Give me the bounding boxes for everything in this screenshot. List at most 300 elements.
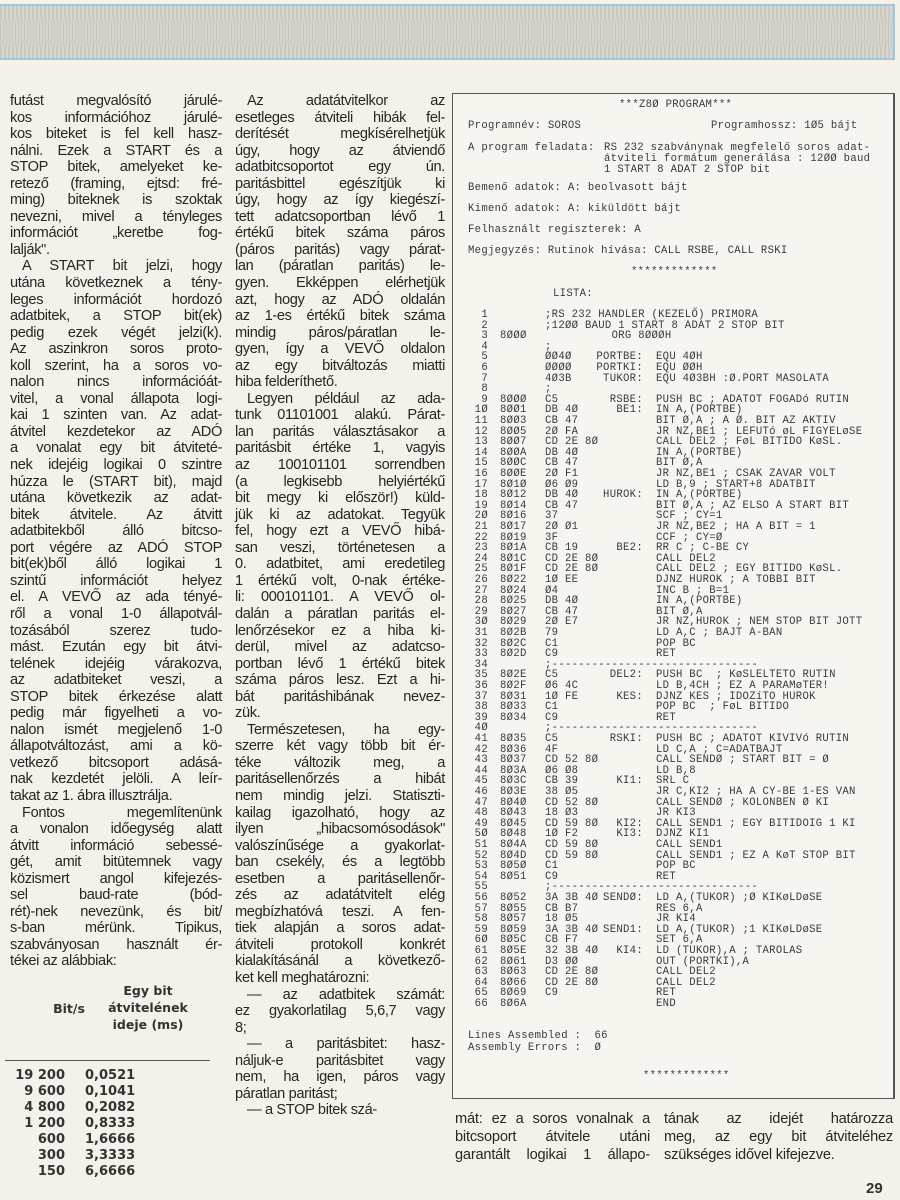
line-number: 7 [481, 372, 488, 385]
line-number: 21 [474, 521, 488, 533]
instruction: EQU 4ØH [656, 351, 703, 364]
text-line: adatbitcsoportot egy ún. [235, 159, 445, 176]
text-line: tának az idejét határozza [664, 1111, 893, 1127]
lista-label: LISTA: [553, 288, 593, 300]
line-number: 44 [474, 764, 488, 777]
listing-row [453, 522, 893, 533]
instruction: END [656, 998, 676, 1010]
text-line: úgy, hogy az átviendő [235, 142, 445, 159]
instruction: EQU 4Ø3BH :Ø.PORT MASOLATA [656, 372, 830, 385]
address: 8Ø52 [500, 892, 527, 904]
text-column-left [10, 93, 222, 970]
hex-code: CD 52 8Ø [545, 754, 599, 767]
instruction: CALL SEND1 ; EGY BITIDOIG 1 KI [656, 817, 856, 830]
text-line: a vonalat egy bit átviteté- [10, 440, 222, 457]
address: 8Ø24 [500, 584, 527, 597]
line-number: 33 [474, 648, 488, 661]
text-line: nalon ismét megjelenő 1-0 [10, 721, 222, 738]
line-number: 26 [474, 574, 488, 586]
line-number: 52 [474, 849, 488, 862]
text-line: derül, mivel az adatcso- [235, 639, 445, 656]
text-line: tozásából szerez tudo- [10, 622, 222, 639]
instruction: CALL DEL2 ; FøL BITIDO KøSL. [656, 436, 843, 449]
text-line: Természetesen, ha egy- [247, 721, 445, 738]
text-line: meg, az egy bit átviteléhez [664, 1129, 893, 1145]
instruction: ORG 8ØØØH [545, 330, 672, 343]
address: 8Ø5E [500, 945, 527, 957]
label: PORTKI: [596, 362, 643, 374]
bits-cell: 1 200 [24, 1116, 65, 1131]
hex-code: CD 2E 8Ø [545, 436, 599, 449]
address: 8ØØC [500, 457, 527, 470]
text-line: zük. [235, 705, 261, 722]
bits-cell: 600 [37, 1132, 65, 1147]
text-line: tékei az alábbiak: [10, 953, 117, 970]
instruction: SRL C [656, 775, 690, 788]
text-line: Fontos megemlítenünk [22, 804, 222, 821]
text-line: szintű információt helyez [10, 572, 222, 589]
line-number: 6Ø [474, 934, 488, 947]
line-number: 18 [474, 489, 488, 502]
hex-code: Ø6 Ø9 [545, 478, 579, 491]
address: 8Ø33 [500, 701, 527, 714]
text-line: azt, hogy az ADÓ oldalán [235, 291, 445, 308]
bits-cell: 19 200 [15, 1068, 65, 1083]
line-number: 31 [474, 627, 488, 639]
text-line: el. A VEVŐ az ada tényé- [10, 589, 222, 606]
hex-code: 2Ø Ø1 [545, 521, 579, 533]
text-line: lalják". [10, 241, 50, 258]
address: 8Ø3E [500, 786, 527, 798]
instruction: BIT Ø,A [656, 457, 703, 470]
text-line: kos biteket is fel kell hasz- [10, 126, 222, 143]
hex-code: CD 59 8Ø [545, 817, 599, 830]
text-line: szerre két vagy több bit ér- [235, 738, 445, 755]
text-line: húzza le (START bit), majd [10, 473, 222, 490]
text-column-bottom-1 [455, 1110, 650, 1164]
label: PORTBE: [596, 351, 643, 364]
address: 8ØØE [500, 468, 527, 480]
instruction: LD B,4CH ; EZ A PARAMøTER! [656, 680, 830, 692]
address: 8Ø2E [500, 669, 527, 682]
hex-code: CD 2E 8Ø [545, 976, 599, 989]
text-line: Az aszinkron soros proto- [10, 341, 222, 358]
instruction: RET [656, 987, 676, 1000]
line-number: 47 [474, 796, 488, 809]
text-line: futást megvalósító járulé- [10, 93, 222, 109]
hex-code: C5 [545, 733, 559, 745]
instruction: ;------------------------------- [545, 658, 759, 671]
hex-code: 3A 3B 4Ø [545, 923, 599, 936]
instruction: JR KI3 [656, 807, 696, 820]
hex-code: 4F [545, 743, 559, 756]
input-data: Bemenő adatok: A: beolvasott bájt [468, 182, 688, 194]
assembly-errors: Assembly Errors : Ø [468, 1042, 602, 1054]
hex-code: CB 39 [545, 775, 579, 788]
instruction: CCF ; CY=Ø [656, 531, 723, 544]
line-number: 38 [474, 701, 488, 714]
text-line: átvitel kezdetekor az ADÓ [10, 423, 222, 440]
hex-code: CB B7 [545, 902, 579, 915]
separator-stars: ************* [631, 266, 718, 278]
instruction: INC B ; B=1 [656, 584, 730, 597]
table-row [0, 1100, 215, 1116]
line-number: 24 [474, 552, 488, 565]
text-line: esetben a paritásellenőr- [235, 870, 445, 887]
line-number: 34 [474, 658, 488, 671]
listing-row [453, 575, 893, 586]
address: 8ØØ5 [500, 425, 527, 438]
listing-row [453, 893, 893, 904]
hex-code: 18 Ø3 [545, 807, 579, 820]
program-length: Programhossz: 1Ø5 bájt [711, 120, 858, 132]
text-line: (a legkisebb helyiértékű [235, 473, 445, 490]
line-number: 45 [474, 775, 488, 788]
lines-assembled: Lines Assembled : 66 [468, 1030, 608, 1042]
address: 8Ø5C [500, 934, 527, 947]
text-line: s-ban mérünk. Tipikus, [10, 920, 222, 937]
address: 8Ø55 [500, 902, 527, 915]
text-line: lan paritás választásakor a [235, 423, 445, 440]
hex-code: 2Ø FA [545, 425, 579, 438]
hex-code: ØØ4Ø [545, 351, 572, 364]
line-number: 64 [474, 976, 488, 989]
address: 8Ø4A [500, 839, 527, 851]
instruction: EQU ØØH [656, 362, 703, 374]
instruction: DJNZ KI1 [656, 828, 710, 841]
instruction: JR NZ,BE1 ; LEFUTó øL FIGYELøSE [656, 425, 863, 438]
text-line: szükséges idővel kifejezve. [664, 1147, 835, 1163]
text-line: az 100101101 sorrendben [235, 457, 445, 474]
address: 8Ø1F [500, 563, 527, 576]
line-number: 3Ø [474, 616, 488, 629]
text-line: nak kezdetét jelöli. A leír- [10, 771, 222, 788]
output-data: Kimenő adatok: A: kiküldött bájt [468, 203, 682, 215]
hex-code: 38 Ø5 [545, 786, 579, 798]
text-line: nalon nincs információát- [10, 374, 222, 391]
text-line: telének idejéig várakozva, [10, 655, 222, 672]
hex-code: CD 2E 8Ø [545, 966, 599, 979]
address: 8Ø1A [500, 542, 527, 555]
hex-code: 32 3B 4Ø [545, 945, 599, 957]
time-cell: 0,8333 [85, 1116, 136, 1131]
text-line: takat az 1. ábra illusztrálja. [10, 787, 173, 804]
hex-code: CB 47 [545, 605, 579, 618]
line-number: 23 [474, 542, 488, 555]
line-number: 12 [474, 425, 488, 438]
instruction: ;12ØØ BAUD 1 START 8 ADAT 2 STOP BIT [545, 319, 785, 332]
instruction: BIT Ø,A ; AZ ELSO A START BIT [656, 499, 850, 512]
instruction: LD A,(TUKOR) ;Ø KIKøLDøSE [656, 892, 823, 904]
listing-row [453, 840, 893, 851]
label: KI2: [616, 817, 643, 830]
address: 8Ø59 [500, 923, 527, 936]
address: 8Ø3C [500, 775, 527, 788]
line-number: 1 [481, 309, 488, 321]
address: 8Ø2D [500, 648, 527, 661]
bits-cell: 300 [37, 1148, 65, 1163]
time-cell: 0,0521 [85, 1068, 136, 1083]
instruction: IN A,(PORTBE) [656, 595, 743, 608]
line-number: 17 [474, 478, 488, 491]
time-cell: 0,1041 [85, 1084, 136, 1099]
task-label: A program feladata: [468, 142, 595, 154]
line-number: 9 [481, 393, 488, 406]
line-number: 8 [481, 383, 488, 396]
text-line: információt „keretbe fog- [10, 225, 222, 242]
header-line: Egy bit [123, 983, 173, 998]
listing-row [453, 787, 893, 798]
line-number: 57 [474, 902, 488, 915]
listing-row [453, 734, 893, 745]
time-cell: 1,6666 [85, 1132, 136, 1147]
address: 8Ø22 [500, 574, 527, 586]
text-line: hiba felderíthető. [235, 374, 338, 391]
task-line: átviteli formátum generálása : 12ØØ baud [604, 153, 871, 165]
text-line: adatbitek, a STOP bit(ek) [10, 308, 222, 325]
hex-code: 2Ø E7 [545, 616, 579, 629]
label: SEND1: [603, 923, 643, 936]
text-line: adatbitekből álló bitcso- [10, 523, 222, 540]
hex-code: 37 [545, 510, 559, 523]
text-line: nem, ha igen, páros vagy [235, 1069, 445, 1086]
text-line: tunk 01101001 alakú. Párat- [235, 407, 445, 424]
instruction: OUT (PORTKI),A [656, 955, 750, 968]
line-number: 35 [474, 669, 488, 682]
listing-row [453, 416, 893, 427]
header-line: ideje (ms) [112, 1017, 184, 1032]
hex-code: C9 [545, 870, 559, 883]
hex-code: C9 [545, 648, 559, 661]
address: 8Ø25 [500, 595, 527, 608]
listing-row [453, 946, 893, 957]
line-number: 2Ø [474, 510, 488, 523]
line-number: 5 [481, 351, 488, 364]
line-number: 63 [474, 966, 488, 979]
text-line: mindig páros/páratlan le- [235, 324, 445, 341]
address: 8Ø36 [500, 743, 527, 756]
instruction: RET [656, 711, 676, 724]
task-line: RS 232 szabványnak megfelelő soros adat- [604, 142, 871, 154]
hex-code: 1Ø F2 [545, 828, 579, 841]
hex-code: CB 47 [545, 415, 579, 427]
line-number: 55 [474, 881, 488, 894]
label: DEL2: [609, 669, 643, 682]
address: 8Ø2F [500, 680, 527, 692]
line-number: 14 [474, 446, 488, 459]
hex-code: Ø6 4C [545, 680, 579, 692]
instruction: BIT Ø,A ; A Ø. BIT AZ AKTIV [656, 415, 836, 427]
text-line: értékű bitek száma páros [235, 225, 445, 242]
instruction: DJNZ KES ; IDOZíTO HUROK [656, 690, 816, 703]
text-line: tiek alapján a soros adat- [235, 920, 445, 937]
text-line: rét)-nek nevezünk, és bit/ [10, 903, 222, 920]
hex-code: CD 52 8Ø [545, 796, 599, 809]
label: KES: [616, 690, 643, 703]
label: RSBE: [609, 393, 643, 406]
text-line: pedig már figyelheti a vo- [10, 705, 222, 722]
instruction: RR C ; C-BE CY [656, 542, 750, 555]
line-number: 41 [474, 733, 488, 745]
instruction: PUSH BC ; ADATOT FOGADó RUTIN [656, 393, 850, 406]
address: 8Ø34 [500, 711, 527, 724]
text-line: paritásellenőrzés a hibát [235, 771, 445, 788]
hex-code: DB 4Ø [545, 489, 579, 502]
address: 8Ø51 [500, 870, 527, 883]
line-number: 43 [474, 754, 488, 767]
line-number: 22 [474, 531, 488, 544]
listing-row [453, 999, 893, 1010]
instruction: CALL SEND1 [656, 839, 723, 851]
line-number: 42 [474, 743, 488, 756]
text-line: ez gyakorlatilag 5,6,7 vagy [235, 1003, 445, 1020]
text-line: garantált logikai 1 állapo- [455, 1147, 650, 1163]
address: 8Ø2B [500, 627, 527, 639]
instruction: CALL SENDØ ; START BIT = Ø [656, 754, 830, 767]
table-header-bits: Bit/s [53, 1001, 85, 1016]
text-line: ilyen „hibacsomósodások" [235, 821, 445, 838]
text-line: tett adatcsoportban lévő 1 [235, 208, 445, 225]
hex-code: CB 47 [545, 457, 579, 470]
time-cell: 0,2082 [85, 1100, 136, 1115]
line-number: 53 [474, 860, 488, 873]
note: Megjegyzés: Rutinok hívása: CALL RSBE, CALL RSKI [468, 245, 788, 257]
listing-row [453, 469, 893, 480]
line-number: 46 [474, 786, 488, 798]
instruction: LD A,(TUKOR) ;1 KIKøLDøSE [656, 923, 823, 936]
instruction: LD (TUKOR),A ; TAROLAS [656, 945, 803, 957]
hex-code: CB F7 [545, 934, 579, 947]
instruction: LD C,A ; C=ADATBAJT [656, 743, 783, 756]
address: 8Ø1C [500, 552, 527, 565]
address: 8Ø2C [500, 637, 527, 650]
address: 8Ø17 [500, 521, 527, 533]
line-number: 27 [474, 584, 488, 597]
address: 8Ø37 [500, 754, 527, 767]
program-name: Programnév: SOROS [468, 120, 582, 132]
instruction: RES 6,A [656, 902, 703, 915]
time-cell: 3,3333 [85, 1148, 136, 1163]
header-line: átvitelének [108, 1000, 188, 1015]
table-row [0, 1148, 215, 1164]
text-line: leges információt hordozó [10, 291, 222, 308]
instruction: CALL SENDØ ; KOLONBEN Ø KI [656, 796, 830, 809]
text-line: zés az adatátvitelt elég [235, 887, 445, 904]
instruction: JR KI4 [656, 913, 696, 926]
address: 8Ø63 [500, 966, 527, 979]
text-line: Az adatátvitelkor az [247, 93, 445, 109]
line-number: 61 [474, 945, 488, 957]
hex-code: D3 ØØ [545, 955, 579, 968]
hex-code: C5 [545, 393, 559, 406]
text-line: koll szerint, ha a soros vo- [10, 357, 222, 374]
text-line: vetkező bitcsoport adásá- [10, 754, 222, 771]
instruction: BIT Ø,A [656, 605, 703, 618]
text-line: paritásbit értéke 1, vagyis [235, 440, 445, 457]
text-line: az 1-es értékű bitek száma [235, 308, 445, 325]
address: 8ØØ1 [500, 404, 527, 417]
instruction: JR NZ,HUROK ; NEM STOP BIT JOTT [656, 616, 863, 629]
hex-code: C1 [545, 637, 559, 650]
text-line: száma páros lesz. Ezt a hi- [235, 672, 445, 689]
address: 8Ø6A [500, 998, 527, 1010]
text-line: ban csekély, és a legtöbb [235, 854, 445, 871]
address: 8Ø4Ø [500, 796, 527, 809]
text-line: bitek átvitele. Az átvitt [10, 506, 222, 523]
instruction: LD A,C ; BAJT A-BAN [656, 627, 783, 639]
listing-title: ***Z8Ø PROGRAM*** [619, 99, 733, 111]
line-number: 2 [481, 319, 488, 332]
used-registers: Felhasznált regiszterek: A [468, 224, 642, 236]
hex-code: 79 [545, 627, 559, 639]
text-line: STOP bitek, amelyeket ke- [10, 159, 222, 176]
text-line: bit megy ki először!) küld- [235, 490, 445, 507]
text-line: esetleges átviteli hibák fel- [235, 109, 445, 126]
text-line: kos információhoz járulé- [10, 109, 222, 126]
text-line: — a paritásbitet: hasz- [247, 1036, 445, 1053]
text-line: gyen. Ekképpen elérhetjük [235, 275, 445, 292]
line-number: 66 [474, 998, 488, 1010]
instruction: IN A,(PORTBE) [656, 489, 743, 502]
text-line: náljuk-e paritásbitet vagy [235, 1052, 445, 1069]
text-line: szabványosan használt ér- [10, 936, 222, 953]
text-column-middle [235, 93, 445, 1119]
label: ; [545, 340, 552, 353]
address: 8Ø45 [500, 817, 527, 830]
text-line: megbízhatóvá teszi. A fen- [235, 903, 445, 920]
page-number: 29 [866, 1180, 883, 1197]
text-line: bit(ek)ből álló logikai 1 [10, 556, 222, 573]
address: 8Ø5Ø [500, 860, 527, 873]
address: 8Ø4D [500, 849, 527, 862]
text-line: derítését megkísérelhetjük [235, 126, 445, 143]
text-line: átvitt információ sebessé- [10, 837, 222, 854]
line-number: 37 [474, 690, 488, 703]
instruction: SET 6,A [656, 934, 703, 947]
text-line: bitcsoport átvitele utáni [455, 1129, 650, 1145]
instruction: ;------------------------------- [545, 881, 759, 894]
text-line: (páros paritás) vagy párat- [235, 241, 445, 258]
hex-code: CD 59 8Ø [545, 849, 599, 862]
text-line: úgy, hogy az így kiegészí- [235, 192, 445, 209]
line-number: 16 [474, 468, 488, 480]
address: 8Ø12 [500, 489, 527, 502]
instruction: IN A,(PORTBE) [656, 446, 743, 459]
address: 8Ø27 [500, 605, 527, 618]
label: RSKI: [609, 733, 643, 745]
hex-code: CB 47 [545, 499, 579, 512]
line-number: 39 [474, 711, 488, 724]
address: 8Ø1Ø [500, 478, 527, 491]
line-number: 59 [474, 923, 488, 936]
hex-code: CD 2E 8Ø [545, 563, 599, 576]
line-number: 3 [481, 330, 488, 343]
task-description [604, 143, 870, 176]
text-line: sel baud-rate (bód- [10, 887, 222, 904]
table-row [0, 1116, 215, 1132]
hex-code: C5 [545, 669, 559, 682]
text-line: 8; [235, 1019, 247, 1036]
line-number: 5Ø [474, 828, 488, 841]
text-line: a vonalon időegység alatt [10, 821, 222, 838]
header-decorative-band [0, 4, 895, 60]
address: 8Ø48 [500, 828, 527, 841]
text-line: — az adatbitek számát: [247, 986, 445, 1003]
hex-code: C9 [545, 711, 559, 724]
line-number: 13 [474, 436, 488, 449]
text-line: közismert angol kifejezés- [10, 870, 222, 887]
address: 8Ø29 [500, 616, 527, 629]
